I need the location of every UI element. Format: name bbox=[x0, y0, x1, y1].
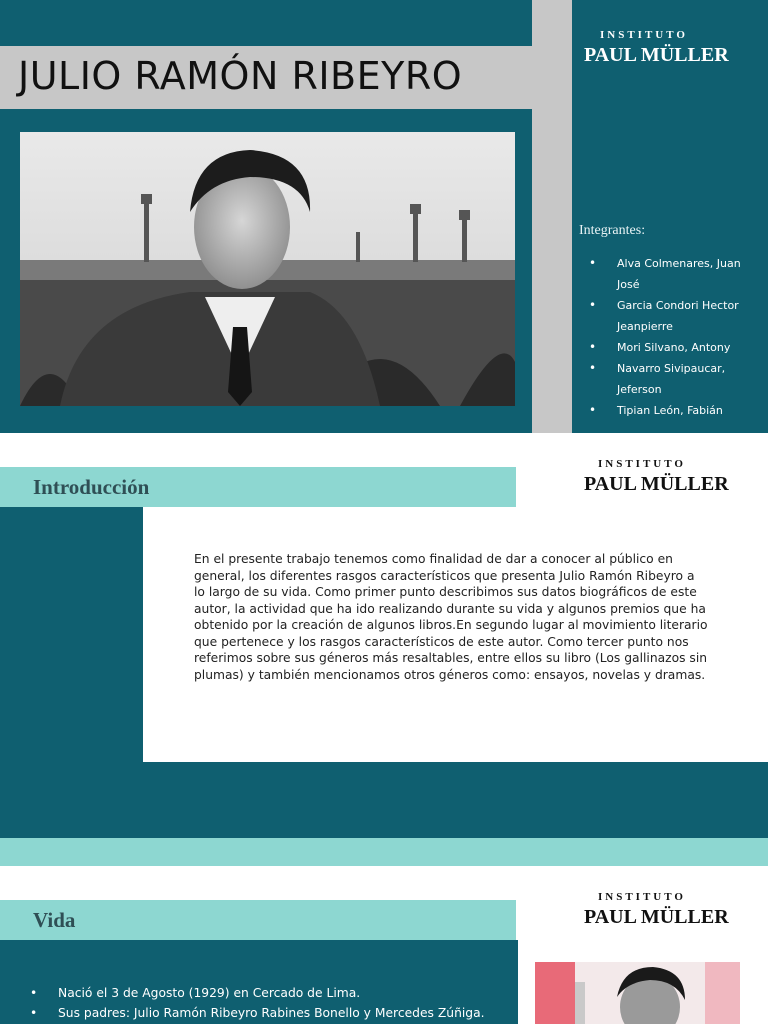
members-list bbox=[589, 253, 759, 421]
section-label-bar bbox=[0, 900, 516, 940]
institute-label: INSTITUTO bbox=[598, 458, 686, 470]
institute-name: PAUL MÜLLER bbox=[584, 906, 729, 928]
institute-name: PAUL MÜLLER bbox=[584, 473, 729, 495]
page-title: JULIO RAMÓN RIBEYRO bbox=[18, 54, 463, 98]
member-item: • Tipian León, Fabián bbox=[589, 400, 759, 421]
institute-name: PAUL MÜLLER bbox=[584, 44, 729, 66]
member-item: • Navarro Sivipaucar, Jeferson bbox=[589, 358, 759, 400]
author-portrait-image bbox=[535, 962, 740, 1024]
author-photo bbox=[20, 132, 515, 406]
introduction-paragraph: En el presente trabajo tenemos como finalidad de dar a conocer al público en general, los diferentes rasgos característicos que presenta Julio Ramón Ribeyro a lo largo de su vida. Como primer punto describimos sus datos biográficos de este autor, la actividad que ha ido realizando durante su vida y algunos premios que ha obtenido por la creación de algunos libros.En segundo lugar al movimiento literario que pertenece y los rasgos característicos de este autor. Como tercer punto nos referimos sobre sus géneros más resaltables, entre ellos su libro (Los gallinazos sin plumas) y también mencionamos otros géneros como: ensayos, novelas y dramas. bbox=[194, 552, 708, 682]
author-portrait bbox=[535, 962, 740, 1024]
section-heading-introduction: Introducción bbox=[33, 475, 150, 499]
list-item: • Sus padres: Julio Ramón Ribeyro Rabines Bonello y Mercedes Zúñiga. bbox=[30, 1003, 515, 1023]
list-item: • Nació el 3 de Agosto (1929) en Cercado de Lima. bbox=[30, 983, 515, 1003]
author-photo-image bbox=[20, 132, 515, 406]
member-item: • Alva Colmenares, Juan José bbox=[589, 253, 759, 295]
gray-divider-column bbox=[532, 0, 572, 433]
divider-strip bbox=[0, 838, 768, 866]
section-heading-vida: Vida bbox=[33, 908, 76, 932]
biography-list bbox=[30, 983, 515, 1023]
institute-label: INSTITUTO bbox=[600, 29, 688, 41]
institute-label: INSTITUTO bbox=[598, 891, 686, 903]
member-item: • Garcia Condori Hector Jeanpierre bbox=[589, 295, 759, 337]
members-heading: Integrantes: bbox=[579, 223, 646, 238]
member-item: • Mori Silvano, Antony bbox=[589, 337, 759, 358]
